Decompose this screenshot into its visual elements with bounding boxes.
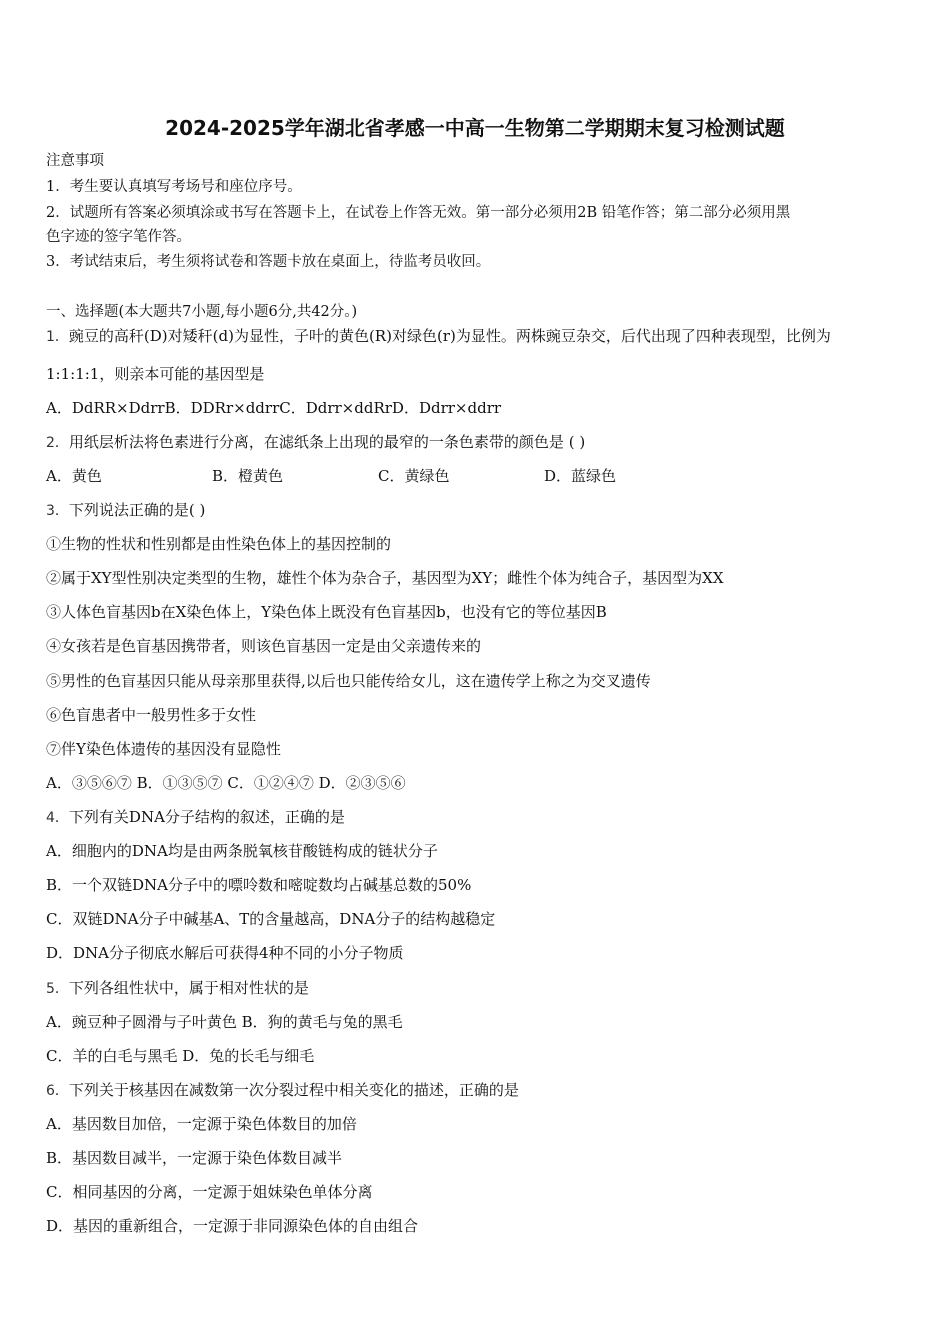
- question-1-options: A．DdRR×DdrrB．DDRr×ddrrC．Ddrr×ddRrD．Ddrr×ddrr: [46, 399, 502, 417]
- question-6-stem: [46, 1080, 519, 1101]
- options-cd: C．羊的白毛与黑毛 D．兔的长毛与细毛: [46, 1047, 315, 1065]
- question-5-stem: [46, 978, 309, 999]
- question-text: 下列各组性状中，属于相对性状的是: [68, 979, 309, 997]
- question-2-options: [46, 466, 616, 486]
- option-d: D．DNA分子彻底水解后可获得4种不同的小分子物质: [46, 944, 404, 962]
- question-text: 用纸层析法将色素进行分离，在滤纸条上出现的最窄的一条色素带的颜色是 ( ): [68, 433, 586, 451]
- question-number: 1．: [46, 329, 69, 345]
- question-number: 3．: [46, 503, 69, 519]
- notice-item: 1．考生要认真填写考场号和座位序号。: [46, 179, 302, 195]
- statement-7: ⑦伴Y染色体遗传的基因没有显隐性: [46, 740, 281, 758]
- option-b: B．橙黄色: [212, 467, 284, 485]
- statement-2: ②属于XY型性别决定类型的生物，雄性个体为杂合子，基因型为XY；雌性个体为纯合子，基因型为XX: [46, 569, 724, 587]
- question-3-options: A．③⑤⑥⑦ B．①③⑤⑦ C．①②④⑦ D．②③⑤⑥: [46, 774, 406, 792]
- option-b: B．基因数目减半，一定源于染色体数目减半: [46, 1149, 343, 1167]
- option-c: C．相同基因的分离，一定源于姐妹染色单体分离: [46, 1183, 373, 1201]
- question-3-stem: [46, 500, 205, 521]
- option-c: C．黄绿色: [378, 467, 450, 485]
- option-a: A．黄色: [46, 467, 102, 485]
- question-text: 下列说法正确的是( ): [68, 501, 206, 519]
- question-text: 下列关于核基因在减数第一次分裂过程中相关变化的描述，正确的是: [68, 1081, 519, 1099]
- question-text: 下列有关DNA分子结构的叙述，正确的是: [68, 808, 345, 826]
- statement-6: ⑥色盲患者中一般男性多于女性: [46, 706, 257, 724]
- question-1-stem-cont: 1:1:1:1，则亲本可能的基因型是: [46, 365, 265, 383]
- notice-item: 色字迹的签字笔作答。: [46, 229, 191, 245]
- question-number: 5．: [46, 981, 69, 997]
- question-2-stem: [46, 432, 585, 453]
- page-title: 2024-2025学年湖北省孝感一中高一生物第二学期期末复习检测试题: [165, 116, 785, 140]
- notice-item: 2．试题所有答案必须填涂或书写在答题卡上，在试卷上作答无效。第一部分必须用2B 铅笔作答；第二部分必须用黑: [46, 205, 791, 221]
- question-number: 6．: [46, 1083, 69, 1099]
- section-heading: 一、选择题(本大题共7小题,每小题6分,共42分。): [46, 304, 358, 320]
- option-c: C．双链DNA分子中碱基A、T的含量越高，DNA分子的结构越稳定: [46, 910, 496, 928]
- option-a: A．基因数目加倍，一定源于染色体数目的加倍: [46, 1115, 357, 1133]
- question-4-stem: [46, 807, 345, 828]
- option-d: D．蓝绿色: [544, 467, 617, 485]
- notice-heading: 注意事项: [46, 153, 104, 169]
- question-text: 豌豆的高秆(D)对矮秆(d)为显性，子叶的黄色(R)对绿色(r)为显性。两株豌豆杂交，后代出现了四种表现型，比例为: [68, 327, 831, 345]
- option-a: A．细胞内的DNA均是由两条脱氧核苷酸链构成的链状分子: [46, 842, 438, 860]
- question-number: 4．: [46, 810, 69, 826]
- question-1-stem: [46, 326, 831, 347]
- options-ab: A．豌豆种子圆滑与子叶黄色 B．狗的黄毛与兔的黑毛: [46, 1013, 403, 1031]
- option-b: B．一个双链DNA分子中的嘌呤数和嘧啶数均占碱基总数的50%: [46, 876, 472, 894]
- question-number: 2．: [46, 435, 69, 451]
- statement-1: ①生物的性状和性别都是由性染色体上的基因控制的: [46, 535, 392, 553]
- option-d: D．基因的重新组合，一定源于非同源染色体的自由组合: [46, 1217, 419, 1235]
- statement-5: ⑤男性的色盲基因只能从母亲那里获得,以后也只能传给女儿，这在遗传学上称之为交叉遗传: [46, 672, 651, 690]
- notice-item: 3．考试结束后，考生须将试卷和答题卡放在桌面上，待监考员收回。: [46, 254, 491, 270]
- statement-4: ④女孩若是色盲基因携带者，则该色盲基因一定是由父亲遗传来的: [46, 637, 482, 655]
- statement-3: ③人体色盲基因b在X染色体上，Y染色体上既没有色盲基因b，也没有它的等位基因B: [46, 603, 607, 621]
